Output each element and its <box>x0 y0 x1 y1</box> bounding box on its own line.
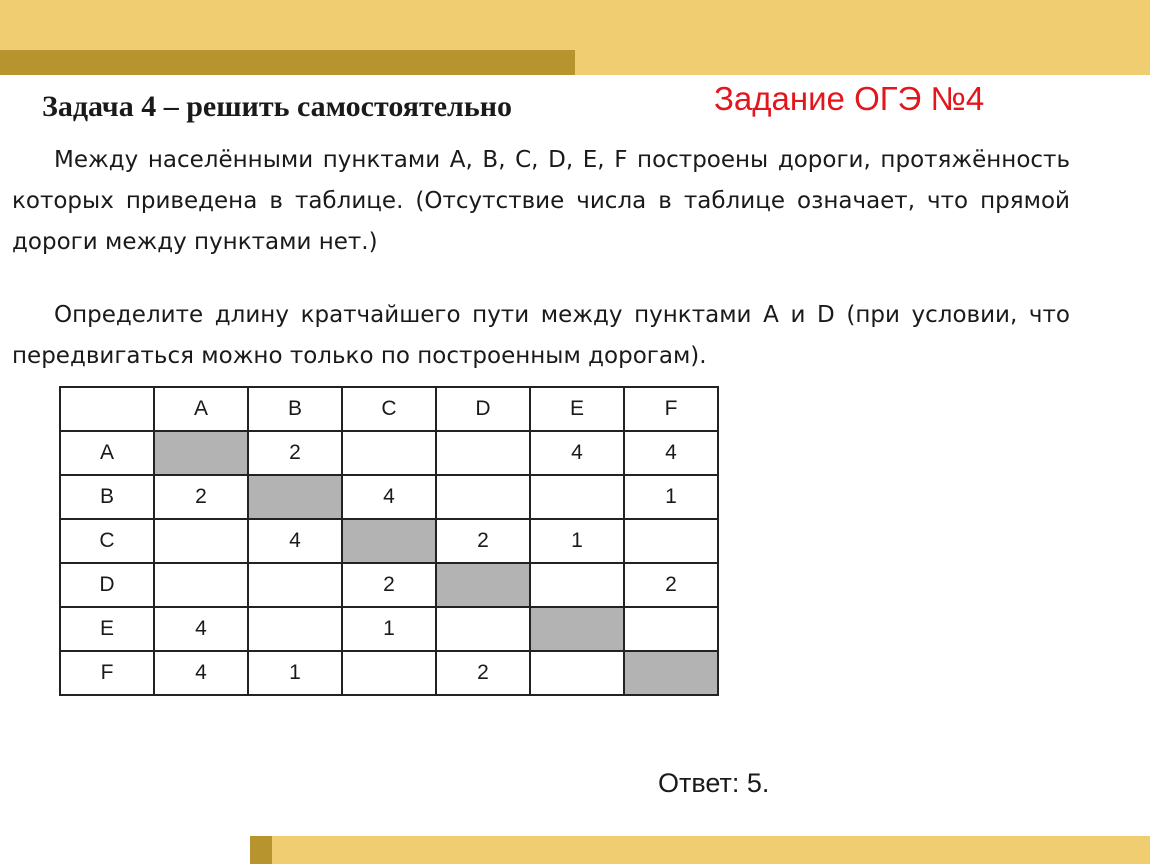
column-header: B <box>248 387 342 431</box>
table-header-row <box>60 387 718 431</box>
table-cell: 1 <box>342 607 436 651</box>
column-header: C <box>342 387 436 431</box>
top-decor-band-dark <box>0 50 575 75</box>
diagonal-cell <box>342 519 436 563</box>
oge-task-label: Задание ОГЭ №4 <box>714 80 985 117</box>
table-cell: 4 <box>624 431 718 475</box>
table-cell <box>624 519 718 563</box>
bottom-decor-band <box>250 836 1150 864</box>
column-header: A <box>154 387 248 431</box>
table-cell <box>436 475 530 519</box>
row-header: C <box>60 519 154 563</box>
problem-statement: Между населёнными пунктами A, B, C, D, E, F построены дороги, протяжённость которых приведена в таблице. (Отсутствие числа в таблице означает, что прямой дороги между пунктами нет.) <box>12 147 1070 255</box>
answer-text: Ответ: 5. <box>658 768 770 798</box>
table-cell: 2 <box>436 519 530 563</box>
table-cell: 2 <box>436 651 530 695</box>
row-header: B <box>60 475 154 519</box>
table-cell <box>530 651 624 695</box>
table-cell: 1 <box>248 651 342 695</box>
distance-table <box>59 386 719 696</box>
table-cell <box>154 563 248 607</box>
row-header: E <box>60 607 154 651</box>
diagonal-cell <box>154 431 248 475</box>
table-cell <box>530 475 624 519</box>
table-cell <box>342 651 436 695</box>
diagonal-cell <box>530 607 624 651</box>
table-row <box>60 431 718 475</box>
bottom-decor-band-dark <box>250 836 272 864</box>
table-cell: 2 <box>154 475 248 519</box>
table-cell: 1 <box>530 519 624 563</box>
table-cell: 1 <box>624 475 718 519</box>
table-cell <box>436 607 530 651</box>
table-cell <box>530 563 624 607</box>
table-row <box>60 475 718 519</box>
table-corner-cell <box>60 387 154 431</box>
row-header: F <box>60 651 154 695</box>
table-cell: 2 <box>248 431 342 475</box>
diagonal-cell <box>248 475 342 519</box>
task-title: Задача 4 – решить самостоятельно <box>42 90 513 123</box>
column-header: E <box>530 387 624 431</box>
table-row <box>60 651 718 695</box>
column-header: F <box>624 387 718 431</box>
table-cell: 2 <box>624 563 718 607</box>
table-cell: 4 <box>154 607 248 651</box>
table-row <box>60 607 718 651</box>
table-row <box>60 563 718 607</box>
diagonal-cell <box>624 651 718 695</box>
table-cell: 4 <box>342 475 436 519</box>
row-header: A <box>60 431 154 475</box>
table-cell <box>248 563 342 607</box>
table-row <box>60 519 718 563</box>
problem-question: Определите длину кратчайшего пути между пунктами A и D (при условии, что передвигаться можно только по построенным дорогам). <box>12 302 1070 369</box>
table-cell <box>342 431 436 475</box>
table-cell: 4 <box>530 431 624 475</box>
diagonal-cell <box>436 563 530 607</box>
table-cell <box>436 431 530 475</box>
column-header: D <box>436 387 530 431</box>
table-cell <box>248 607 342 651</box>
table-cell <box>624 607 718 651</box>
table-cell <box>154 519 248 563</box>
table-cell: 4 <box>248 519 342 563</box>
table-cell: 4 <box>154 651 248 695</box>
row-header: D <box>60 563 154 607</box>
table-cell: 2 <box>342 563 436 607</box>
